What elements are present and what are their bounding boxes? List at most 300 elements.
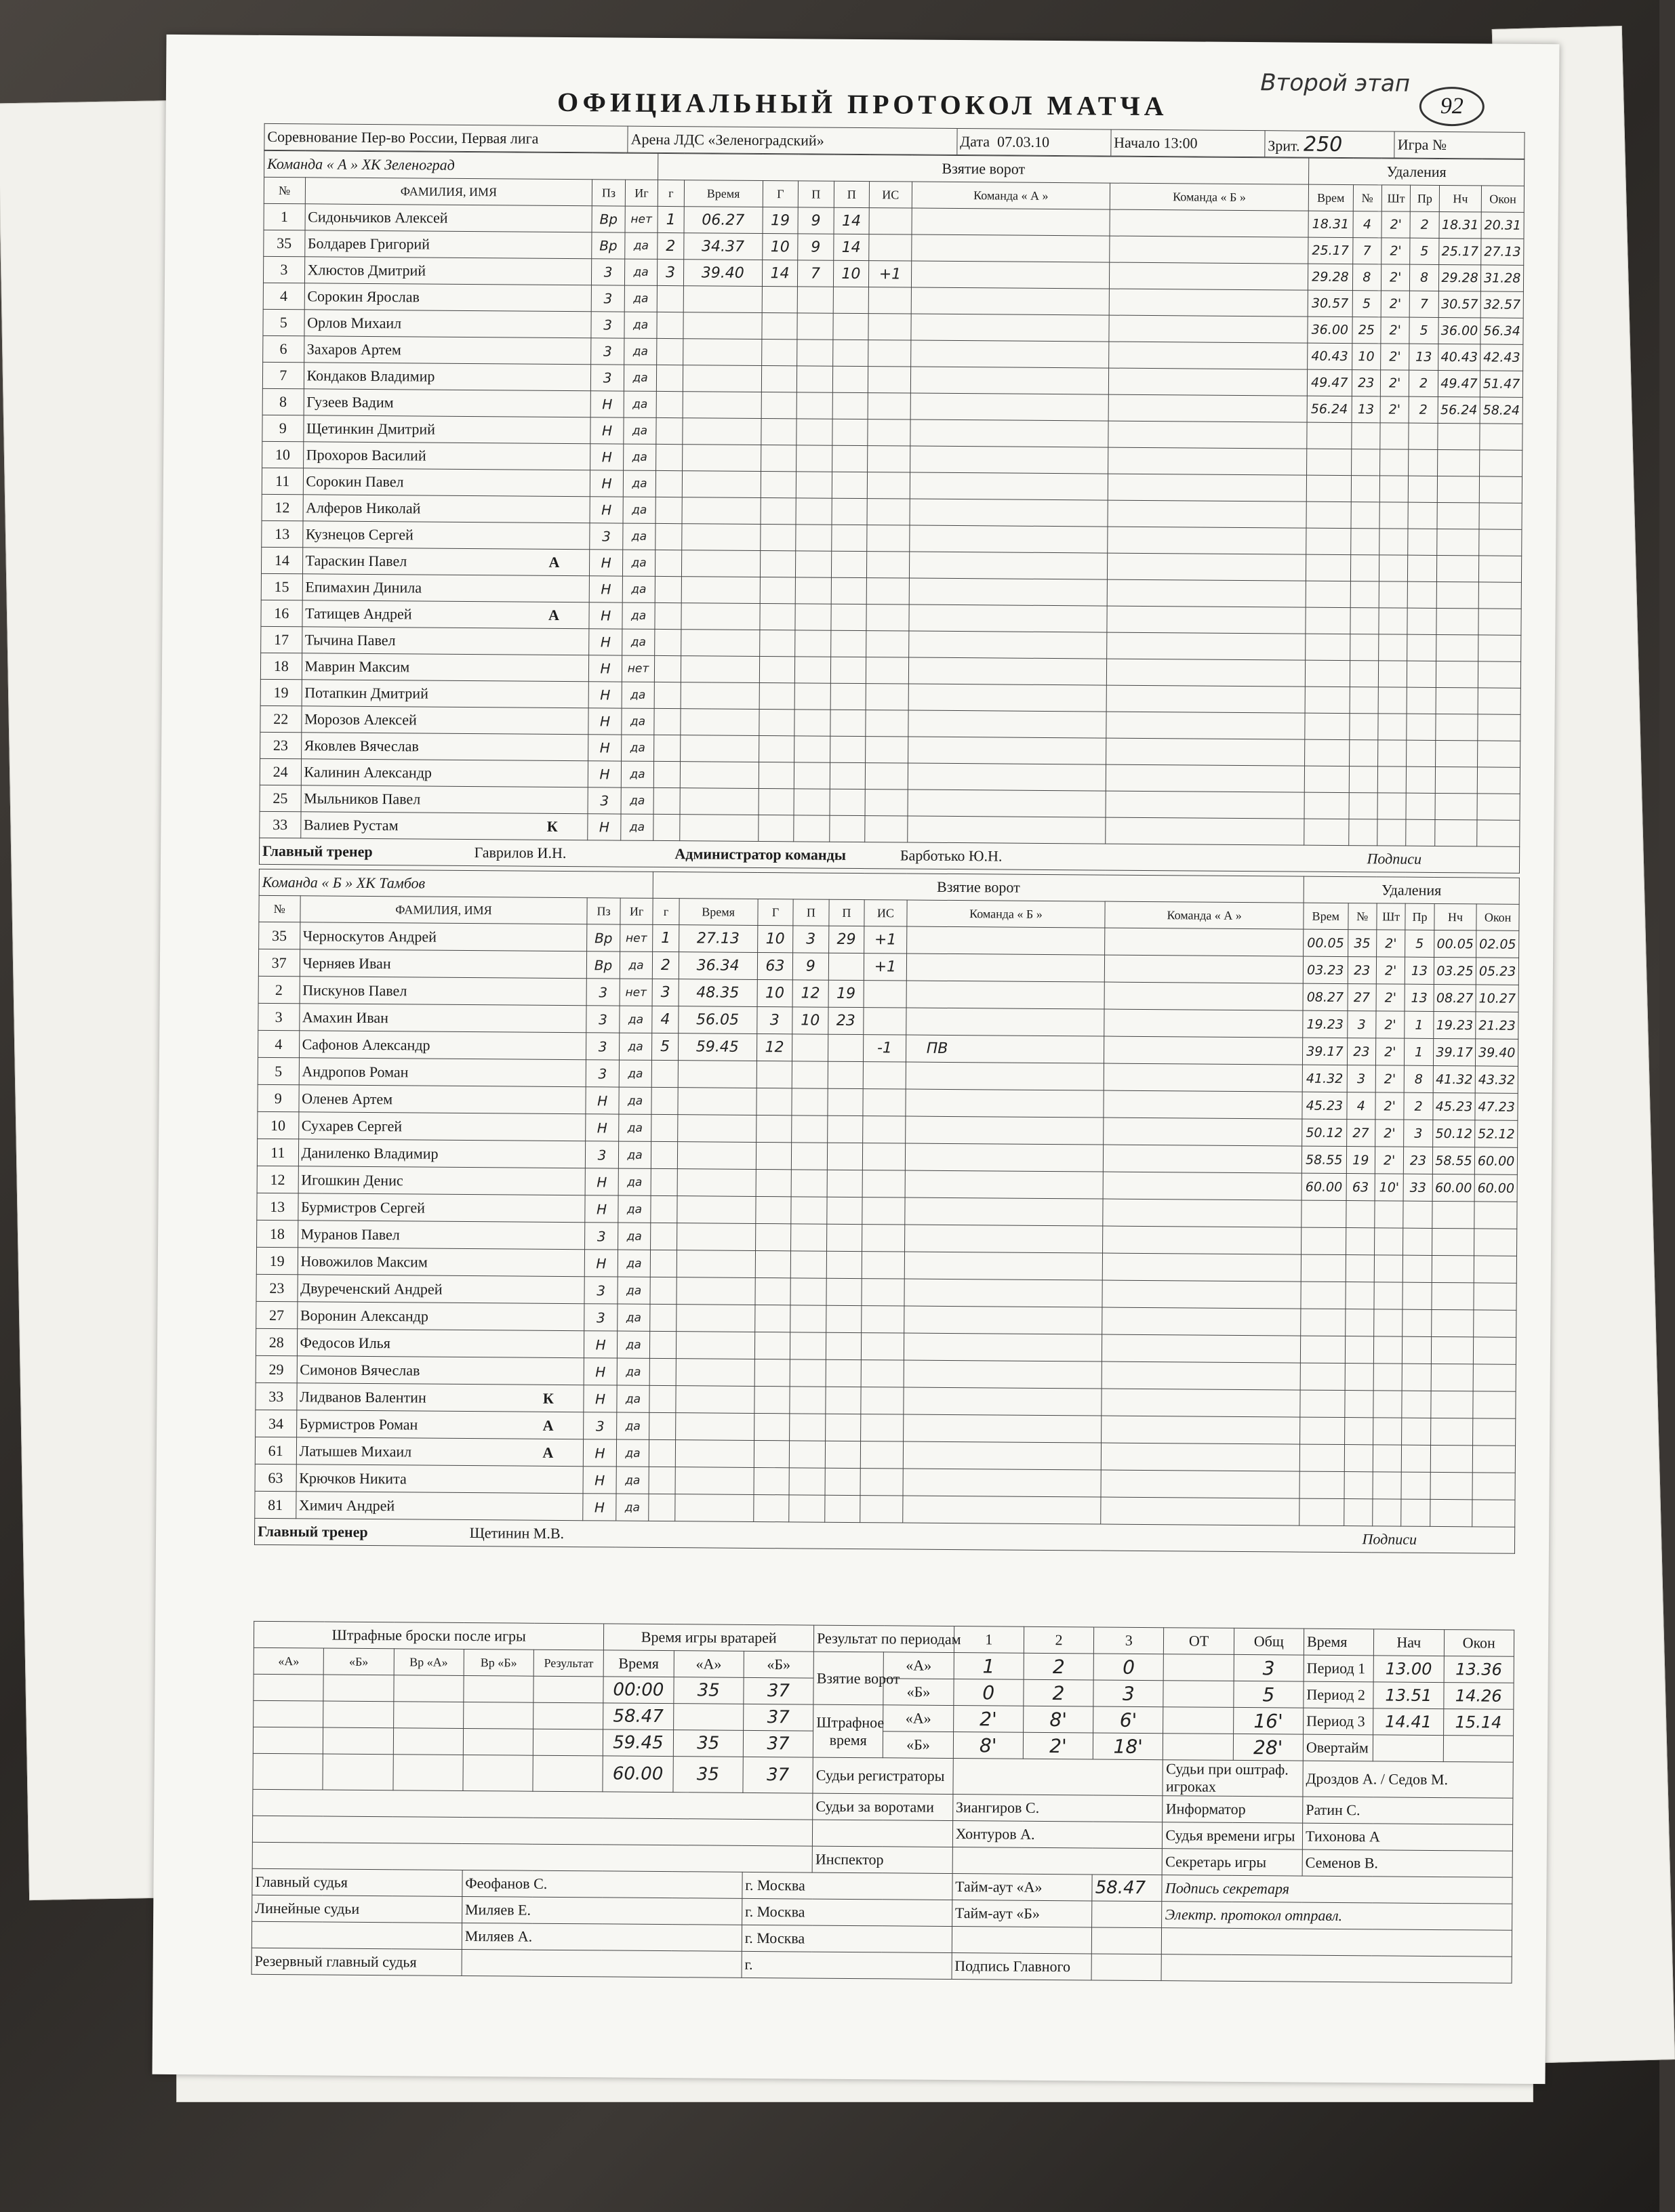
penalty-start — [1437, 476, 1480, 502]
penalty-minutes — [1374, 1228, 1403, 1255]
goal-strength — [862, 1170, 905, 1197]
registrators-value — [953, 1759, 1163, 1796]
goal-note-opponent — [1109, 289, 1308, 316]
player-name-cell — [300, 949, 587, 979]
goal-number — [649, 1494, 675, 1521]
timeout-label: Тайм-аут «А» — [952, 1874, 1092, 1901]
player-position: Н — [588, 761, 622, 787]
player-number: 34 — [256, 1410, 297, 1437]
penalty-reason — [1408, 529, 1437, 555]
shootout-col: Вр «А» — [394, 1649, 464, 1676]
played-status: да — [618, 1141, 651, 1168]
column-header: П — [834, 181, 870, 207]
penalty-start — [1430, 1445, 1473, 1472]
goal-note-opponent — [1109, 315, 1308, 343]
shootout-col: Результат — [533, 1650, 604, 1677]
played-status: да — [621, 761, 654, 787]
goal-assist-1 — [795, 604, 831, 630]
penalty-player — [1349, 793, 1378, 819]
goal-assist-1 — [791, 1197, 827, 1224]
goal-strength: +1 — [864, 954, 906, 981]
goal-strength — [861, 1387, 904, 1414]
goal-note-opponent — [1102, 1334, 1301, 1363]
goal-note-opponent — [1108, 500, 1306, 528]
goal-number — [655, 629, 681, 655]
player-name-cell — [298, 1248, 585, 1277]
penalty-start: 00.05 — [1434, 930, 1476, 957]
goalie-a: 35 — [673, 1677, 744, 1704]
penalty-minutes — [1378, 687, 1407, 714]
goal-strength — [861, 1333, 904, 1360]
player-name-cell — [300, 922, 587, 951]
shootout-cell — [393, 1728, 464, 1755]
column-header: Иг — [620, 898, 653, 924]
player-number: 5 — [263, 309, 304, 335]
penalty-time: 36.00 — [1308, 316, 1352, 343]
penalty-reason — [1406, 793, 1435, 819]
penalty-start — [1436, 687, 1478, 714]
penalty-minutes — [1379, 476, 1409, 502]
goal-assist-1 — [794, 789, 830, 815]
column-header: Команда « А » — [912, 182, 1110, 209]
player-number: 25 — [260, 785, 301, 811]
played-status: да — [616, 1439, 649, 1467]
goal-assist-1 — [794, 683, 830, 710]
penalty-start — [1438, 423, 1480, 449]
column-header: № — [259, 895, 300, 922]
penalty-player: 3 — [1347, 1011, 1376, 1038]
goal-scorer: 10 — [757, 925, 793, 952]
signatures-label: Подписи — [1367, 850, 1422, 867]
goal-time — [674, 1494, 753, 1522]
goal-scorer — [755, 1250, 791, 1277]
goal-time — [680, 709, 759, 736]
penalty-player — [1350, 687, 1379, 714]
penalty-player: 4 — [1347, 1092, 1376, 1120]
penalty-player: 7 — [1352, 238, 1381, 264]
penalty-time: 00.05 — [1304, 929, 1348, 956]
penalty-minutes — [1373, 1336, 1402, 1364]
played-status: да — [616, 1467, 649, 1494]
played-status: да — [622, 602, 655, 629]
goal-number — [651, 1223, 677, 1250]
registrators-label: Судьи регистраторы — [813, 1757, 953, 1794]
goal-strength — [868, 287, 911, 314]
penalty-time — [1304, 819, 1349, 845]
goal-number: 5 — [652, 1033, 679, 1060]
goal-strength — [862, 1197, 905, 1225]
player-name-cell — [304, 257, 592, 285]
goal-assist-1 — [792, 1115, 828, 1143]
penalty-time: 39.17 — [1302, 1038, 1347, 1065]
goal-note-opponent — [1108, 527, 1306, 554]
penalty-minutes: 10' — [1375, 1174, 1404, 1201]
goal-number: 3 — [658, 259, 684, 285]
penalty-start: 36.00 — [1438, 317, 1481, 344]
admin-name: Барботько Ю.Н. — [900, 846, 1003, 865]
goal-time — [681, 656, 759, 683]
penalty-time: 29.28 — [1308, 264, 1352, 290]
official-label: Инспектор — [812, 1846, 952, 1873]
period-end: 14.26 — [1443, 1683, 1514, 1710]
timeout-value: 58.47 — [1092, 1875, 1163, 1902]
goal-scorer — [761, 340, 797, 366]
player-name: Потапкин Дмитрий — [304, 684, 428, 702]
goal-time — [681, 603, 760, 630]
played-status: да — [623, 523, 656, 550]
goal-note-opponent — [1108, 447, 1307, 475]
player-name: Сорокин Павел — [306, 472, 404, 491]
player-number: 24 — [260, 758, 301, 785]
player-name-cell — [304, 310, 591, 338]
goal-note — [908, 790, 1106, 817]
team-b-section — [254, 869, 1520, 1554]
goal-note-opponent — [1104, 982, 1303, 1010]
goal-note-opponent — [1109, 342, 1308, 369]
goal-note — [906, 1089, 1104, 1118]
goal-scorer — [761, 419, 797, 445]
player-name-cell — [301, 759, 588, 787]
player-number: 10 — [262, 441, 304, 468]
penalty-minutes: 2' — [1375, 1092, 1405, 1120]
penalty-end — [1474, 1229, 1517, 1256]
penalty-reason — [1402, 1309, 1432, 1336]
goal-scorer — [756, 1142, 792, 1169]
shootout-col: Вр «Б» — [464, 1649, 534, 1676]
penalty-end: 42.43 — [1480, 344, 1523, 371]
captain-mark: К — [542, 1389, 554, 1407]
goal-strength — [867, 552, 910, 578]
shootout-cell — [463, 1702, 533, 1729]
penalty-start — [1432, 1201, 1475, 1228]
captain-mark: А — [542, 1416, 554, 1434]
penalty-reason — [1407, 687, 1436, 714]
goal-strength — [866, 684, 908, 710]
period-goals-a: 3 — [1234, 1654, 1304, 1681]
goalie-b: 37 — [743, 1730, 813, 1757]
goal-strength — [860, 1441, 903, 1469]
official-name: Ратин С. — [1303, 1797, 1513, 1824]
goal-strength: +1 — [864, 926, 907, 954]
goal-note — [911, 234, 1110, 262]
goal-number — [657, 365, 683, 391]
goal-note-opponent — [1110, 262, 1308, 290]
penalty-time — [1305, 687, 1350, 713]
player-name-cell — [301, 706, 588, 735]
player-name-cell — [302, 627, 589, 655]
penalty-time — [1300, 1417, 1345, 1444]
penalty-time — [1300, 1336, 1345, 1363]
goal-number — [653, 814, 680, 840]
column-header: Окон — [1476, 904, 1519, 930]
goal-note — [904, 1306, 1102, 1334]
player-name-cell — [302, 653, 589, 682]
played-status: нет — [620, 979, 653, 1006]
goal-assist-1: 9 — [792, 953, 828, 980]
shootout-cell — [464, 1675, 534, 1702]
referee-name: Феофанов С. — [462, 1870, 742, 1898]
column-header: ФАМИЛИЯ, ИМЯ — [305, 178, 592, 206]
period-goals-b: 3 — [1093, 1680, 1164, 1707]
team-b-tag: «Б» — [883, 1679, 954, 1706]
column-header: Г — [758, 899, 794, 925]
penalty-time — [1305, 713, 1350, 739]
goal-number: 1 — [653, 924, 679, 951]
goalie-a — [673, 1704, 744, 1731]
penalty-end: 43.32 — [1475, 1066, 1518, 1093]
penalty-start — [1436, 608, 1479, 634]
penalty-reason: 13 — [1405, 957, 1434, 984]
goal-strength — [869, 208, 912, 234]
penalty-player — [1344, 1391, 1373, 1418]
player-position: 3 — [585, 1223, 618, 1250]
goal-note — [910, 446, 1108, 474]
player-position: 3 — [592, 259, 625, 285]
column-header: Шт — [1381, 185, 1411, 211]
goal-time — [680, 762, 759, 789]
penalty-start: 30.57 — [1438, 291, 1481, 317]
period-end: 15.14 — [1443, 1709, 1514, 1736]
penalty-minutes: 2' — [1376, 1011, 1405, 1038]
player-name: Морозов Алексей — [304, 710, 417, 729]
goal-assist-2 — [831, 604, 867, 630]
player-name-cell — [298, 1275, 585, 1304]
official-label: Судья времени игры — [1163, 1822, 1303, 1849]
penalty-reason — [1408, 581, 1437, 608]
player-name: Хлюстов Дмитрий — [307, 261, 426, 279]
penalty-reason: 2 — [1410, 211, 1439, 238]
player-name-cell — [304, 283, 592, 312]
goal-scorer — [759, 735, 794, 762]
penalty-start — [1431, 1364, 1474, 1391]
goal-note — [911, 287, 1110, 315]
column-header: Врем — [1308, 184, 1353, 211]
player-name-cell — [302, 521, 590, 550]
player-name: Щетинкин Дмитрий — [306, 419, 436, 438]
goal-scorer — [754, 1440, 790, 1467]
goal-note — [906, 1008, 1104, 1036]
goal-scorer — [754, 1305, 790, 1332]
goal-time — [678, 1061, 756, 1088]
penalty-reason — [1408, 502, 1437, 529]
period-pim-a: 16' — [1233, 1707, 1304, 1734]
goal-assist-2 — [832, 392, 868, 419]
penalty-start — [1430, 1499, 1472, 1526]
goal-time — [677, 1250, 755, 1278]
penalty-reason — [1401, 1499, 1430, 1526]
penalty-end: 60.00 — [1475, 1147, 1518, 1174]
goal-assist-2: 19 — [828, 980, 864, 1007]
player-name-cell — [301, 733, 588, 761]
goal-scorer — [754, 1413, 790, 1440]
goal-strength — [868, 314, 911, 340]
played-status: да — [622, 576, 655, 602]
goal-strength — [861, 1414, 904, 1441]
goal-note — [904, 1360, 1102, 1389]
goal-strength — [865, 816, 908, 842]
penalty-reason — [1409, 476, 1438, 502]
player-name-cell — [299, 1031, 586, 1060]
goal-time — [683, 392, 761, 419]
played-status: да — [618, 1277, 651, 1304]
goal-assist-2 — [828, 1061, 864, 1088]
shootout-cell — [323, 1754, 393, 1790]
goal-number — [655, 523, 682, 550]
goal-strength — [862, 1279, 904, 1306]
penalty-reason — [1407, 661, 1436, 687]
goal-note-opponent — [1110, 209, 1308, 237]
column-header: Нч — [1439, 185, 1482, 211]
penalty-start — [1436, 714, 1478, 740]
played-status: да — [624, 417, 657, 444]
goal-assist-2: 23 — [828, 1007, 864, 1034]
played-status: нет — [620, 924, 653, 951]
goal-note-opponent — [1108, 553, 1306, 581]
period-label: Период 3 — [1304, 1708, 1374, 1735]
penalty-minutes: 2' — [1381, 291, 1410, 317]
goal-strength — [865, 790, 908, 816]
player-name-cell — [296, 1465, 584, 1494]
signatures-label: Подписи — [1362, 1530, 1417, 1548]
goal-assist-2 — [827, 1143, 863, 1170]
goal-time — [681, 524, 760, 551]
player-number: 15 — [261, 573, 302, 600]
goal-number — [650, 1277, 677, 1304]
played-status: да — [624, 338, 657, 365]
penalty-start: 40.43 — [1438, 344, 1480, 370]
penalty-end — [1478, 767, 1520, 794]
goal-scorer — [759, 709, 795, 735]
penalty-end: 47.23 — [1475, 1093, 1518, 1120]
penalty-end: 05.23 — [1476, 958, 1519, 985]
goal-scorer: 10 — [762, 234, 798, 260]
penalty-start — [1434, 819, 1477, 846]
player-name: Тычина Павел — [304, 631, 396, 649]
goal-assist-1 — [792, 1088, 828, 1115]
player-name: Химич Андрей — [298, 1496, 395, 1514]
goal-assist-2 — [831, 577, 867, 604]
goal-scorer: 14 — [762, 260, 798, 287]
goal-note-opponent — [1107, 632, 1306, 660]
goal-number — [655, 602, 681, 629]
shootout-cell — [253, 1753, 323, 1790]
goal-scorer — [754, 1332, 790, 1359]
player-position: 3 — [586, 979, 620, 1006]
goal-number — [651, 1168, 677, 1195]
goal-assist-2 — [824, 1495, 860, 1522]
player-position: 3 — [586, 1006, 620, 1033]
goal-note — [908, 657, 1107, 685]
shootout-col: «Б» — [323, 1648, 394, 1675]
penalty-reason: 13 — [1409, 344, 1438, 370]
player-name-cell — [304, 336, 591, 365]
penalty-reason — [1403, 1228, 1432, 1255]
game-number-label: Игра № — [1394, 131, 1525, 159]
goal-scorer: 63 — [757, 952, 793, 979]
goal-assist-1 — [797, 366, 833, 392]
column-header: Команда « Б » — [907, 900, 1106, 928]
goal-strength — [867, 525, 910, 552]
column-header: Иг — [625, 180, 658, 206]
penalty-end: 10.27 — [1476, 985, 1518, 1012]
penalty-minutes — [1374, 1255, 1403, 1282]
penalty-reason: 2 — [1404, 1092, 1433, 1120]
penalty-end — [1479, 556, 1522, 582]
player-position: 3 — [591, 312, 624, 338]
penalty-reason — [1402, 1445, 1431, 1472]
goal-strength — [868, 393, 910, 419]
goal-number — [656, 417, 683, 444]
coach-name: Щетинин М.В. — [469, 1524, 565, 1542]
player-name: Федосов Илья — [300, 1333, 390, 1351]
penalty-start: 41.32 — [1433, 1065, 1476, 1092]
referee-city: г. — [742, 1951, 952, 1979]
goal-note: ПВ — [906, 1035, 1104, 1063]
penalty-end — [1473, 1364, 1516, 1391]
goal-assist-1 — [790, 1305, 826, 1332]
goal-scorer — [759, 788, 794, 815]
penalty-end: 39.40 — [1476, 1039, 1518, 1066]
played-status: да — [625, 232, 658, 259]
penalty-end: 56.34 — [1480, 318, 1523, 344]
referee-city: г. Москва — [742, 1925, 952, 1952]
goal-assist-2 — [825, 1387, 861, 1414]
goal-note-opponent — [1102, 1280, 1301, 1309]
played-status: да — [618, 1114, 651, 1141]
penalty-player — [1350, 529, 1379, 555]
goals-header: Взятие ворот — [658, 153, 1309, 184]
goal-time — [681, 630, 759, 657]
goal-note — [904, 1252, 1103, 1280]
goal-scorer — [762, 313, 798, 340]
goal-assist-2 — [827, 1170, 863, 1197]
period-goals-a — [1164, 1654, 1234, 1681]
played-status: да — [618, 1195, 651, 1223]
penalty-player: 27 — [1346, 1120, 1375, 1147]
goal-note — [909, 525, 1108, 553]
period-goals-a: 1 — [954, 1653, 1024, 1680]
official-label: Информатор — [1163, 1796, 1303, 1823]
goal-note-opponent — [1103, 1199, 1301, 1227]
goal-scorer — [755, 1223, 791, 1250]
penalty-player — [1349, 740, 1378, 766]
goal-note — [910, 393, 1109, 421]
penalty-player — [1344, 1472, 1373, 1499]
player-position: Н — [586, 1114, 619, 1141]
penalty-reason — [1402, 1418, 1431, 1445]
player-position: 3 — [588, 787, 621, 814]
goal-time — [681, 577, 760, 604]
goal-strength — [862, 1143, 905, 1170]
goal-assist-2 — [830, 657, 866, 683]
penalty-end: 60.00 — [1474, 1174, 1517, 1202]
competition: Соревнование Пер-во России, Первая лига — [264, 123, 628, 152]
penalty-reason — [1402, 1391, 1431, 1418]
goal-scorer — [755, 1277, 791, 1305]
penalty-time: 45.23 — [1302, 1092, 1347, 1119]
penalty-time — [1304, 792, 1349, 819]
goal-assist-2: 29 — [828, 926, 864, 953]
column-header: г — [653, 898, 679, 924]
penalty-time — [1304, 766, 1349, 792]
penalty-reason — [1407, 634, 1436, 661]
goal-strength — [860, 1496, 903, 1523]
player-name-cell — [296, 1410, 584, 1439]
goal-strength: +1 — [869, 261, 912, 287]
goalie-col: «А» — [674, 1651, 744, 1678]
shootout-cell — [393, 1675, 464, 1702]
period-label: Овертайм — [1303, 1734, 1373, 1761]
